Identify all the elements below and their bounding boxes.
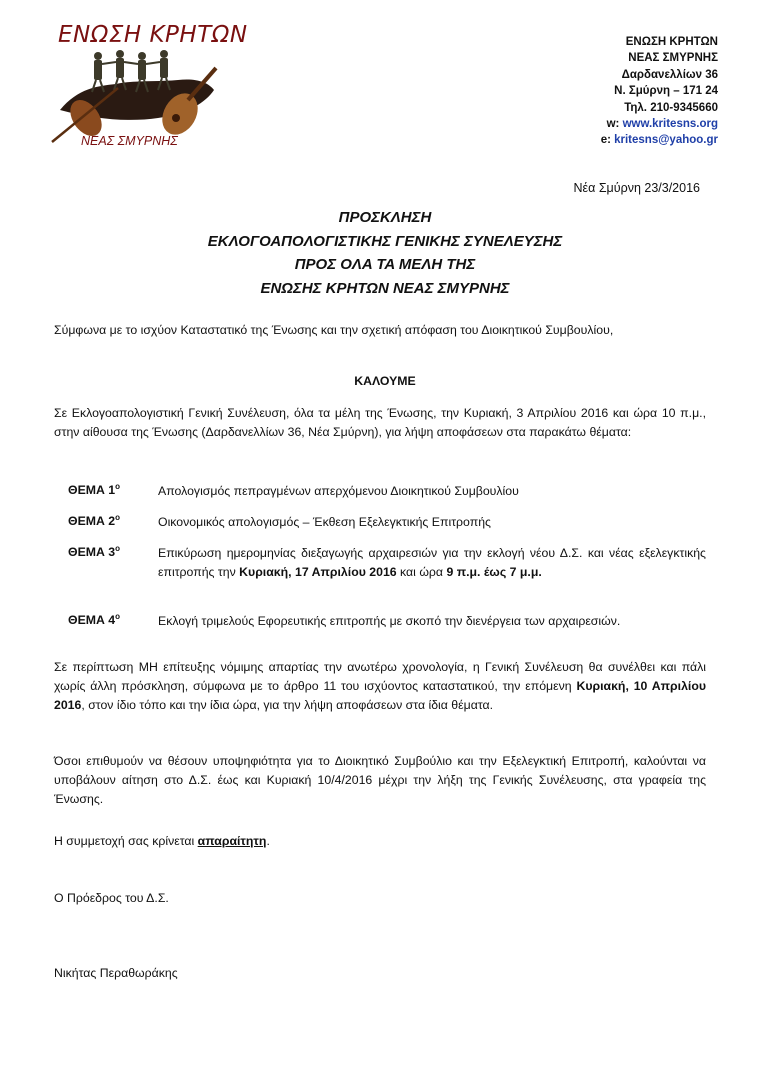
topic-2-text: Οικονομικός απολογισμός – Έκθεση Εξελεγκτικής Επιτροπής xyxy=(158,515,491,529)
topic-3-text: Επικύρωση ημερομηνίας διεξαγωγής αρχαιρεσιών για την εκλογή νέου Δ.Σ. και νέας εξελεγκτικής επιτροπής την Κυριακή, 17 Απριλίου 2016 και ώρα 9 π.μ. έως 7 μ.μ. xyxy=(158,546,706,579)
contact-web-line xyxy=(601,116,718,132)
topic-4 xyxy=(54,612,706,652)
candidates-paragraph: Όσοι επιθυμούν να θέσουν υποψηφιότητα για το Διοικητικό Συμβούλιο και την Εξελεγκτική Επιτροπή, καλούνται να υποβάλουν αίτηση στο Δ.Σ. έως και Κυριακή 10/4/2016 μέχρι την λήξη της Γενικής Συνέλευσης, στα γραφεία της Ένωσης. xyxy=(54,754,706,806)
topic-1 xyxy=(54,482,706,502)
contact-web-prefix: w: xyxy=(606,118,623,131)
topic-3 xyxy=(54,544,706,602)
logo-title: ΕΝΩΣΗ ΚΡΗΤΩΝ xyxy=(58,22,248,48)
website-link[interactable]: www.kritesns.org xyxy=(622,118,718,131)
heading-line-4: ΕΝΩΣΗΣ ΚΡΗΤΩΝ ΝΕΑΣ ΣΜΥΡΝΗΣ xyxy=(260,279,510,297)
association-logo xyxy=(38,18,248,158)
topic-4-text: Εκλογή τριμελούς Εφορευτικής επιτροπής με σκοπό την διενέργεια των αρχαιρεσιών. xyxy=(158,614,621,628)
topic-3-label: ΘΕΜΑ $3^o$ xyxy=(68,544,121,560)
contact-email-prefix: e: xyxy=(600,134,615,147)
logo-subtitle: ΝΕΑΣ ΣΜΥΡΝΗΣ xyxy=(81,134,178,148)
contact-org-2: ΝΕΑΣ ΣΜΥΡΝΗΣ xyxy=(628,52,718,65)
quorum-paragraph: Σε περίπτωση ΜΗ επίτευξης νόμιμης απαρτίας την ανωτέρω χρονολογία, η Γενική Συνέλευση θα συνέλθει και πάλι χωρίς άλλη πρόσκληση, σύμφωνα με το άρθρο 11 του ισχύοντος καταστατικού, την επόμενη Κυριακή, 10 Απριλίου 2016, στον ίδιο τόπο και την ίδια ώρα, για την λήψη αποφάσεων στα ίδια θέματα. xyxy=(54,660,706,712)
president-name: Νικήτας Περαθωράκης xyxy=(54,966,178,980)
document-date: Νέα Σμύρνη 23/3/2016 xyxy=(573,181,700,195)
intro-paragraph: Σύμφωνα με το ισχύον Καταστατικό της Ένωσης και την σχετική απόφαση του Διοικητικού Συμβουλίου, xyxy=(54,323,614,337)
invitation-heading xyxy=(0,206,770,300)
topic-2-label: ΘΕΜΑ $2^o$ xyxy=(68,513,121,529)
topic-1-label: ΘΕΜΑ $1^o$ xyxy=(68,482,121,498)
topic-2 xyxy=(54,513,706,533)
contact-block xyxy=(601,34,718,149)
contact-email-line xyxy=(601,132,718,148)
president-title: Ο Πρόεδρος του Δ.Σ. xyxy=(54,891,169,905)
heading-line-3: ΠΡΟΣ ΟΛΑ ΤΑ ΜΕΛΗ ΤΗΣ xyxy=(294,256,476,273)
call-paragraph: Σε Εκλογοαπολογιστική Γενική Συνέλευση, όλα τα μέλη της Ένωσης, την Κυριακή, 3 Απριλίου 2016 και ώρα 10 π.μ., στην αίθουσα της Ένωσης (Δαρδανελλίων 36, Νέα Σμύρνη), για λήψη αποφάσεων στα παρακάτω θέματα: xyxy=(54,406,706,439)
contact-org: ΕΝΩΣΗ ΚΡΗΤΩΝ xyxy=(625,36,718,48)
email-link[interactable]: kritesns@yahoo.gr xyxy=(614,134,718,147)
contact-street: Δαρδανελλίων 36 xyxy=(621,68,718,81)
contact-city: Ν. Σμύρνη – 171 24 xyxy=(614,85,718,98)
contact-phone: Τηλ. 210-9345660 xyxy=(624,101,718,114)
heading-line-1: ΠΡΟΣΚΛΗΣΗ xyxy=(338,209,432,226)
heading-line-2: ΕΚΛΟΓΟΑΠΟΛΟΓΙΣΤΙΚΗΣ ΓΕΝΙΚΗΣ ΣΥΝΕΛΕΥΣΗΣ xyxy=(207,232,563,250)
topic-1-text: Απολογισμός πεπραγμένων απερχόμενου Διοικητικού Συμβουλίου xyxy=(158,484,519,498)
call-heading: ΚΑΛΟΥΜΕ xyxy=(354,374,416,388)
topic-4-label: ΘΕΜΑ $4^o$ xyxy=(68,612,121,628)
participation-line: Η συμμετοχή σας κρίνεται απαραίτητη. xyxy=(54,834,270,848)
